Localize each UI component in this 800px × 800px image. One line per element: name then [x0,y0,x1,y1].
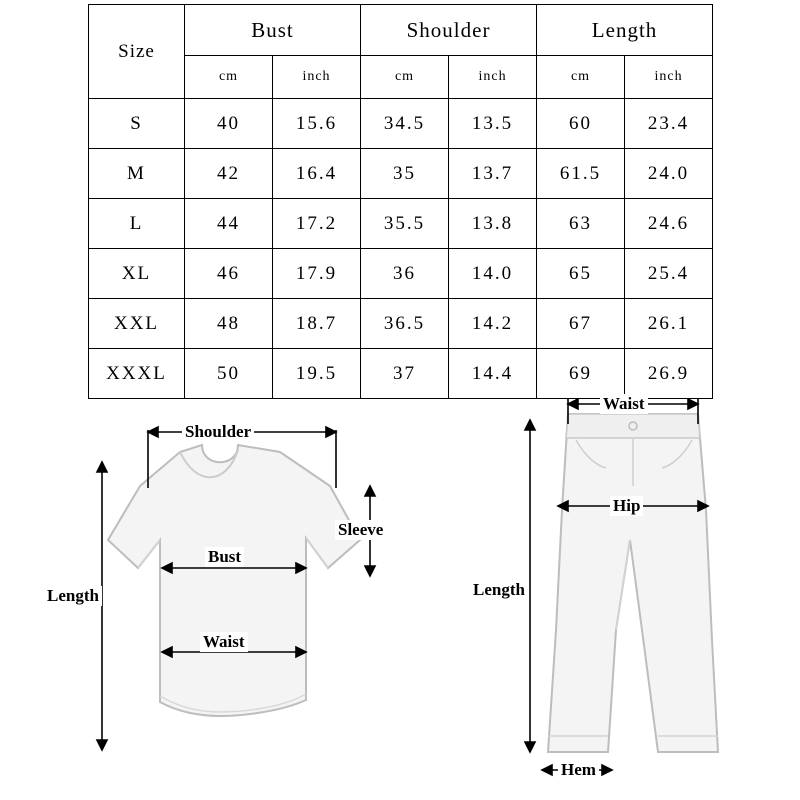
label-hem: Hem [558,760,599,780]
column-header-shoulder-cm: cm [361,56,449,99]
column-header-bust-inch: inch [273,56,361,99]
label-length: Length [44,586,102,606]
cell-length-inch: 26.1 [625,299,713,349]
column-header-shoulder: Shoulder [361,5,537,56]
column-header-length-inch: inch [625,56,713,99]
cell-length-inch: 24.0 [625,149,713,199]
t-shirt-measurement-diagram [30,390,430,800]
cell-bust-cm: 50 [185,349,273,399]
cell-bust-cm: 40 [185,99,273,149]
cell-shoulder-cm: 37 [361,349,449,399]
label-waist: Waist [200,632,248,652]
cell-shoulder-cm: 35 [361,149,449,199]
column-header-length-cm: cm [537,56,625,99]
column-header-shoulder-inch: inch [449,56,537,99]
cell-size: L [89,199,185,249]
cell-length-cm: 67 [537,299,625,349]
cell-shoulder-inch: 13.5 [449,99,537,149]
cell-shoulder-inch: 14.4 [449,349,537,399]
cell-length-cm: 63 [537,199,625,249]
cell-length-cm: 60 [537,99,625,149]
length-measure-arrow [97,462,107,750]
cell-length-inch: 24.6 [625,199,713,249]
cell-bust-cm: 44 [185,199,273,249]
cell-length-cm: 61.5 [537,149,625,199]
cell-shoulder-inch: 13.7 [449,149,537,199]
cell-length-inch: 26.9 [625,349,713,399]
cell-size: M [89,149,185,199]
table-header-row-main [89,5,713,56]
table-row [89,299,713,349]
cell-bust-inch: 16.4 [273,149,361,199]
cell-size: XXXL [89,349,185,399]
table-row [89,199,713,249]
cell-bust-inch: 18.7 [273,299,361,349]
cell-shoulder-cm: 36 [361,249,449,299]
column-header-length: Length [537,5,713,56]
cell-length-inch: 23.4 [625,99,713,149]
cell-shoulder-cm: 34.5 [361,99,449,149]
cell-bust-inch: 19.5 [273,349,361,399]
t-shirt-shape [108,445,360,716]
cell-shoulder-inch: 14.0 [449,249,537,299]
pants-measurement-diagram [430,390,800,800]
size-chart-table-wrapper [88,4,713,399]
label-bust: Bust [205,547,244,567]
cell-shoulder-inch: 14.2 [449,299,537,349]
cell-size: XXL [89,299,185,349]
size-chart-table [88,4,713,399]
cell-bust-cm: 48 [185,299,273,349]
table-row [89,99,713,149]
column-header-bust: Bust [185,5,361,56]
table-row [89,249,713,299]
column-header-bust-cm: cm [185,56,273,99]
label-length: Length [470,580,528,600]
cell-bust-cm: 42 [185,149,273,199]
measurement-diagrams [0,390,800,800]
pants-waistband [566,414,700,438]
cell-shoulder-inch: 13.8 [449,199,537,249]
cell-shoulder-cm: 35.5 [361,199,449,249]
cell-bust-cm: 46 [185,249,273,299]
cell-bust-inch: 17.2 [273,199,361,249]
cell-shoulder-cm: 36.5 [361,299,449,349]
cell-length-cm: 65 [537,249,625,299]
label-waist: Waist [600,394,648,414]
column-header-size: Size [89,5,185,99]
label-shoulder: Shoulder [182,422,254,442]
table-row [89,149,713,199]
cell-length-cm: 69 [537,349,625,399]
label-hip: Hip [610,496,643,516]
cell-size: S [89,99,185,149]
cell-size: XL [89,249,185,299]
cell-length-inch: 25.4 [625,249,713,299]
label-sleeve: Sleeve [335,520,386,540]
cell-bust-inch: 15.6 [273,99,361,149]
cell-bust-inch: 17.9 [273,249,361,299]
